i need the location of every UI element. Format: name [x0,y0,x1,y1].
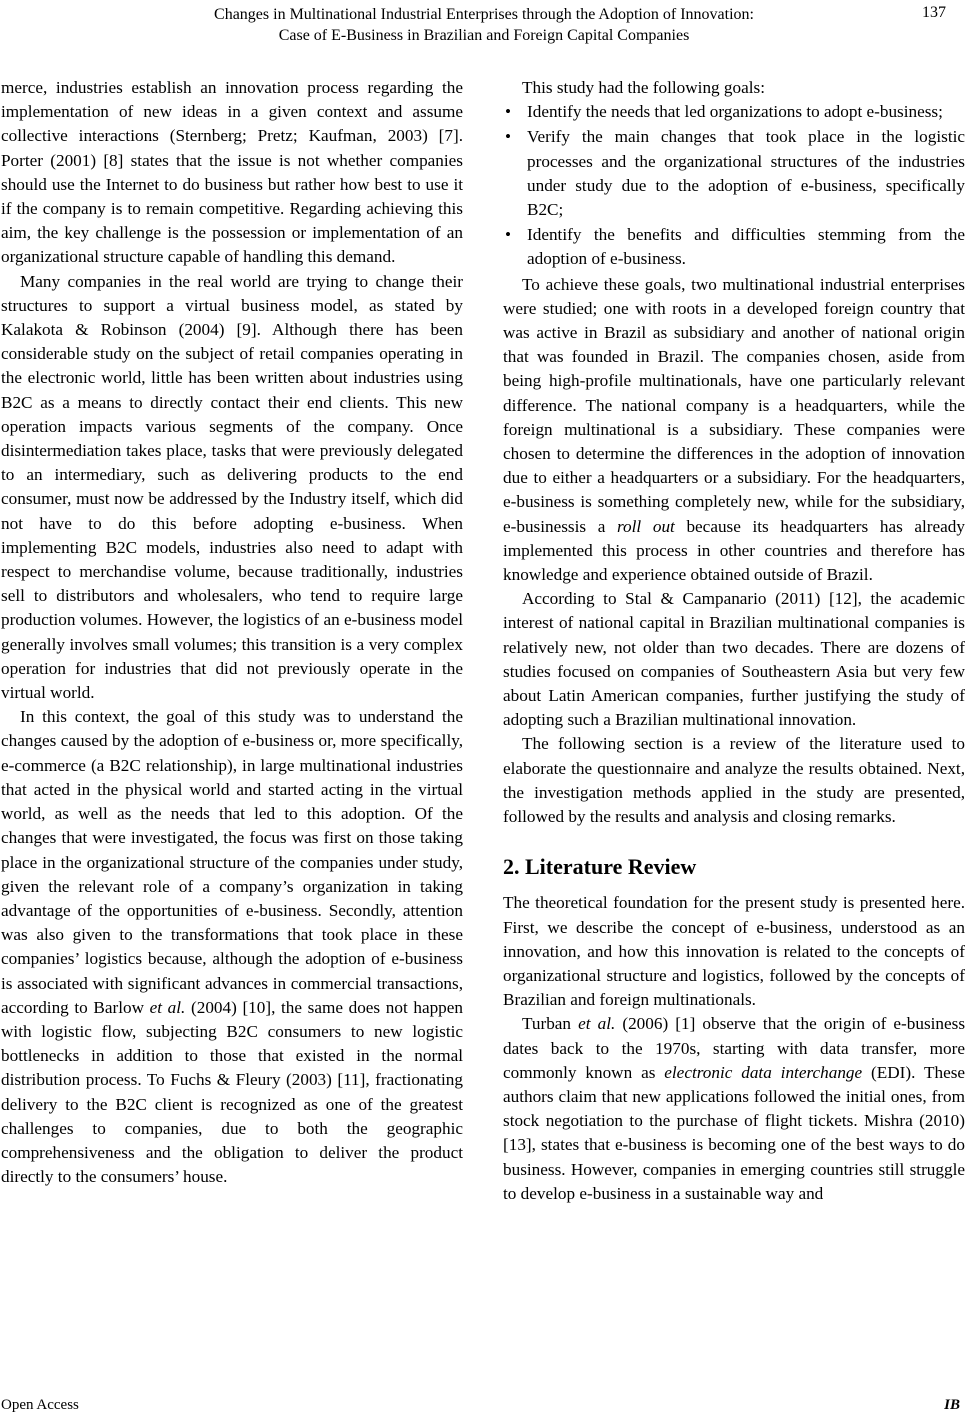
list-item [503,223,965,271]
running-header [120,4,848,46]
footer-journal-abbrev: IB [944,1397,960,1413]
italic-text: roll out [617,516,675,536]
running-header-line-1: Changes in Multinational Industrial Enterprises through the Adoption of Innovation: [214,6,754,23]
list-item [503,100,965,124]
italic-text: et al. [578,1014,616,1034]
bullet-icon: • [505,127,512,147]
text-run: In this context, the goal of this study was to understand the changes caused by the adoption of e-business or, more specifically, e-commerce (a B2C relationship), in large multinational industries that acted in the physical world and started acting in the virtual world, as well as the needs that led to this adoption. Of the changes that were investigated, the focus was first on those taking place in the organizational structure of the companies under study, given the relevant role of a company’s organization in taking advantage of the opportunities of e-business. Secondly, attention was also given to the transformations that took place in these companies’ logistics because, although the adoption of e-business is associated with significant advances in commercial transactions, according to Barlow [1,707,463,1017]
running-header-line-2: Case of E-Business in Brazilian and Foreign Capital Companies [278,27,690,44]
text-run: because its headquarters has already implemented this process in other countries and therefore has knowledge and experience obtained outside of Brazil. [503,516,965,585]
section-heading: 2. Literature Review [503,854,697,880]
paragraph [503,1012,965,1206]
paragraph: The following section is a review of the literature used to elaborate the questionnaire and analyze the results obtained. Next, the investigation methods applied in the study are presented, followed by the results and analysis and closing remarks. [503,734,965,827]
italic-text: et al. [149,997,186,1017]
text-run: (EDI). These authors claim that new applications followed the initial ones, from stock negotiation to the purchase of flight tickets. Mishra (2010) [13], states that e-business is becoming one of the best ways to do business. However, companies in emerging countries still struggle to develop e-business in a sustainable way and [503,1062,966,1203]
paragraph: merce, industries establish an innovation process regarding the implementation of new ideas in a given context and assume collective interactions (Sternberg; Pretz; Kaufman, 2003) [7]. Porter (2001) [8] states that the issue is not whether companies should use the Internet to do business but rather how best to use it if the company is to remain competitive. Regarding achieving this aim, the key challenge is the possession or implementation of an organizational structure capable of handling this demand. [1,78,463,267]
paragraph [1,705,463,1189]
text-run: (2004) [10], the same does not happen with logistic flow, subjecting B2C consumers to new logistic bottlenecks in addition to those that existed in the normal distribution process. To Fuchs & Fleury (2003) [11], fractionating delivery to the B2C client is recognized as one of the greatest challenges to companies, due to both the geographic comprehensiveness and the obligation to deliver the product directly to the consumers’ house. [1,997,463,1187]
list-item-text: Verify the main changes that took place in the logistic processes and the organizational structures of the industries under study due to the adoption of e-business, specifically B2C; [527,127,965,220]
list-item-text: Identify the benefits and difficulties stemming from the adoption of e-business. [527,225,965,269]
left-column [1,76,463,1189]
paragraph: Many companies in the real world are trying to change their structures to support a virtual business model, as stated by Kalakota & Robinson (2004) [9]. Although there has been considerable study on the subject of retail companies operating in the electronic world, little has been written about industries using B2C as a means to directly contact their end clients. This new operation impacts various segments of the company. Once disintermediation takes place, tasks that were previously delegated to an intermediary, such as delivering products to the end consumer, must now be addressed by the Industry itself, which did not have to do this before adopting e-business. When implementing B2C models, industries also need to adapt with respect to merchandise volume, because traditionally, industries sell to distributors and wholesalers, who tend to require large production volumes. However, the logistics of an e-business model generally involves small volumes; this transition is a very complex operation for industries that did not previously operate in the virtual world. [1,271,463,703]
right-column [503,76,965,1206]
paragraph: The theoretical foundation for the present study is presented here. First, we describe the concept of e-business, understood as an innovation, and how this innovation is related to the concepts of organizational structure and logistics, followed by the concepts of Brazilian and foreign multinationals. [503,893,965,1010]
list-item-text: Identify the needs that led organizations to adopt e-business; [527,102,943,122]
text-run: (2006) [1] observe that the origin of e-business dates back to the 1970s, starting with data transfer, more commonly known as [503,1014,966,1082]
goals-intro: This study had the following goals: [522,78,765,97]
list-item [503,125,965,222]
page-number: 137 [922,4,946,21]
bullet-icon: • [505,225,512,245]
paragraph: According to Stal & Campanario (2011) [12], the academic interest of national capital in Brazilian multinational companies is relatively new, not older than two decades. There are dozens of studies focused on companies of Southeastern Asia but very few about Latin American companies, further justifying the study of adopting such a Brazilian multinational innovation. [503,589,965,730]
italic-text: electronic data interchange [664,1062,863,1082]
paragraph [503,273,965,588]
text-run: To achieve these goals, two multinational industrial enterprises were studied; one with roots in a developed foreign country that was active in Brazil as subsidiary and another of national origin that was founded in Brazil. The companies chosen, aside from being high-profile multinationals, have one particularly relevant difference. The national company is a headquarters, while the foreign multinational is a subsidiary. These companies were chosen to determine the differences in the adoption of innovation due to either a headquarters or a subsidiary. For the headquarters, e-business is something completely new, while for the subsidiary, e-businessis a [503,274,965,536]
goals-list [503,100,965,271]
footer-open-access: Open Access [1,1397,79,1413]
bullet-icon: • [505,102,512,122]
text-run: Turban [522,1014,579,1034]
